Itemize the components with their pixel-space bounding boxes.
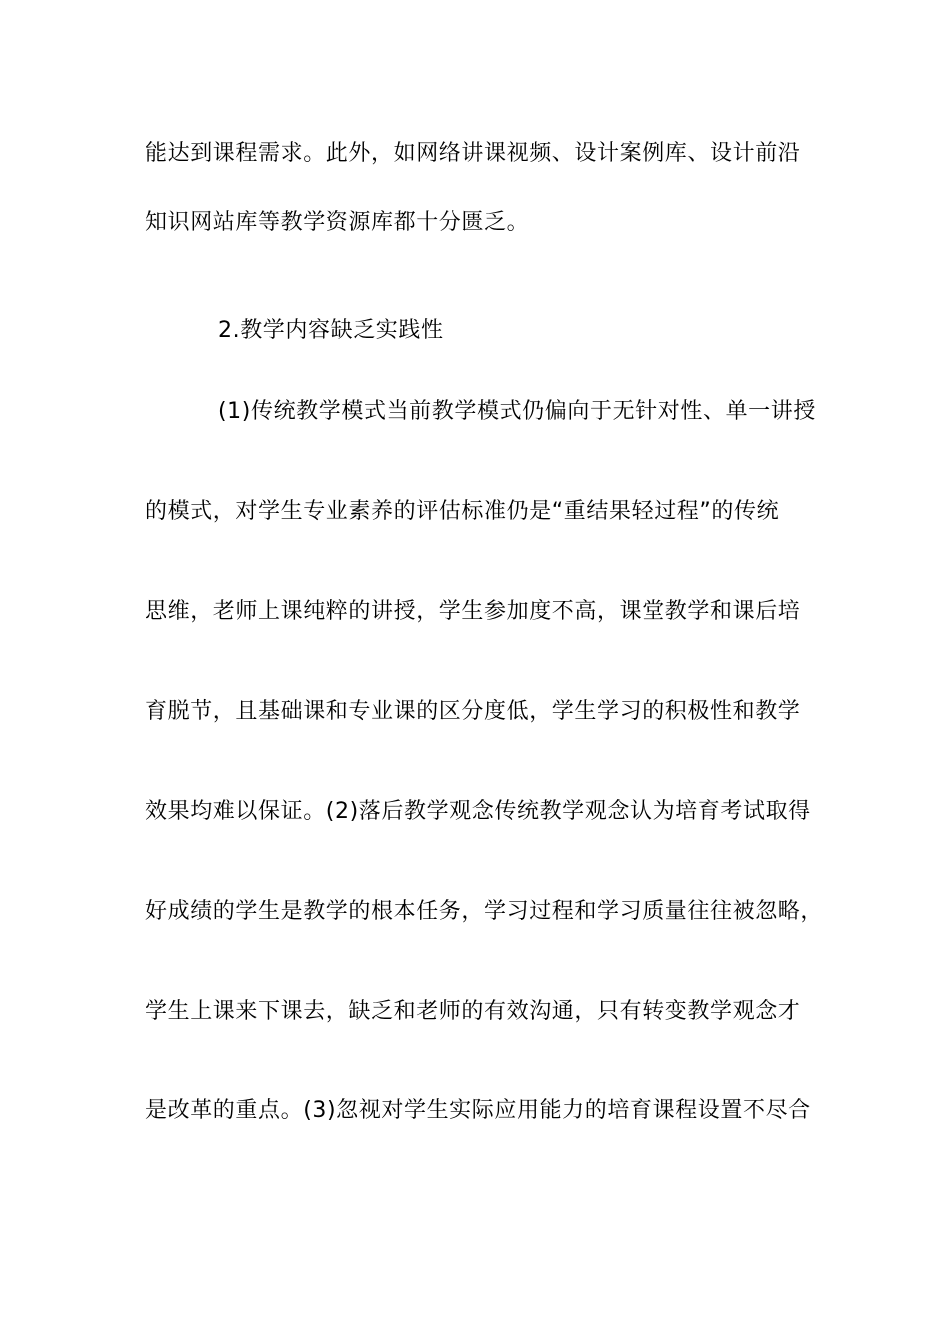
body-text-line: (1)传统教学模式当前教学模式仍偏向于无针对性、单一讲授: [218, 399, 816, 424]
body-text-line: 学生上课来下课去，缺乏和老师的有效沟通，只有转变教学观念才: [145, 999, 801, 1024]
body-text-line: 知识网站库等教学资源库都十分匮乏。: [145, 210, 530, 235]
body-text-line: 效果均难以保证。(2)落后教学观念传统教学观念认为培育考试取得: [145, 799, 811, 824]
body-text-line: 是改革的重点。(3)忽视对学生实际应用能力的培育课程设置不尽合: [145, 1098, 811, 1123]
body-text-line: 的模式，对学生专业素养的评估标准仍是“重结果轻过程”的传统: [145, 499, 780, 524]
body-text-line: 思维，老师上课纯粹的讲授，学生参加度不高，课堂教学和课后培: [145, 599, 801, 624]
body-text-line: 好成绩的学生是教学的根本任务，学习过程和学习质量往往被忽略，: [145, 899, 824, 924]
body-text-line: 育脱节，且基础课和专业课的区分度低，学生学习的积极性和教学: [145, 699, 801, 724]
body-text-line: 能达到课程需求。此外，如网络讲课视频、设计案例库、设计前沿: [145, 141, 801, 166]
section-heading: 2.教学内容缺乏实践性: [218, 318, 444, 343]
